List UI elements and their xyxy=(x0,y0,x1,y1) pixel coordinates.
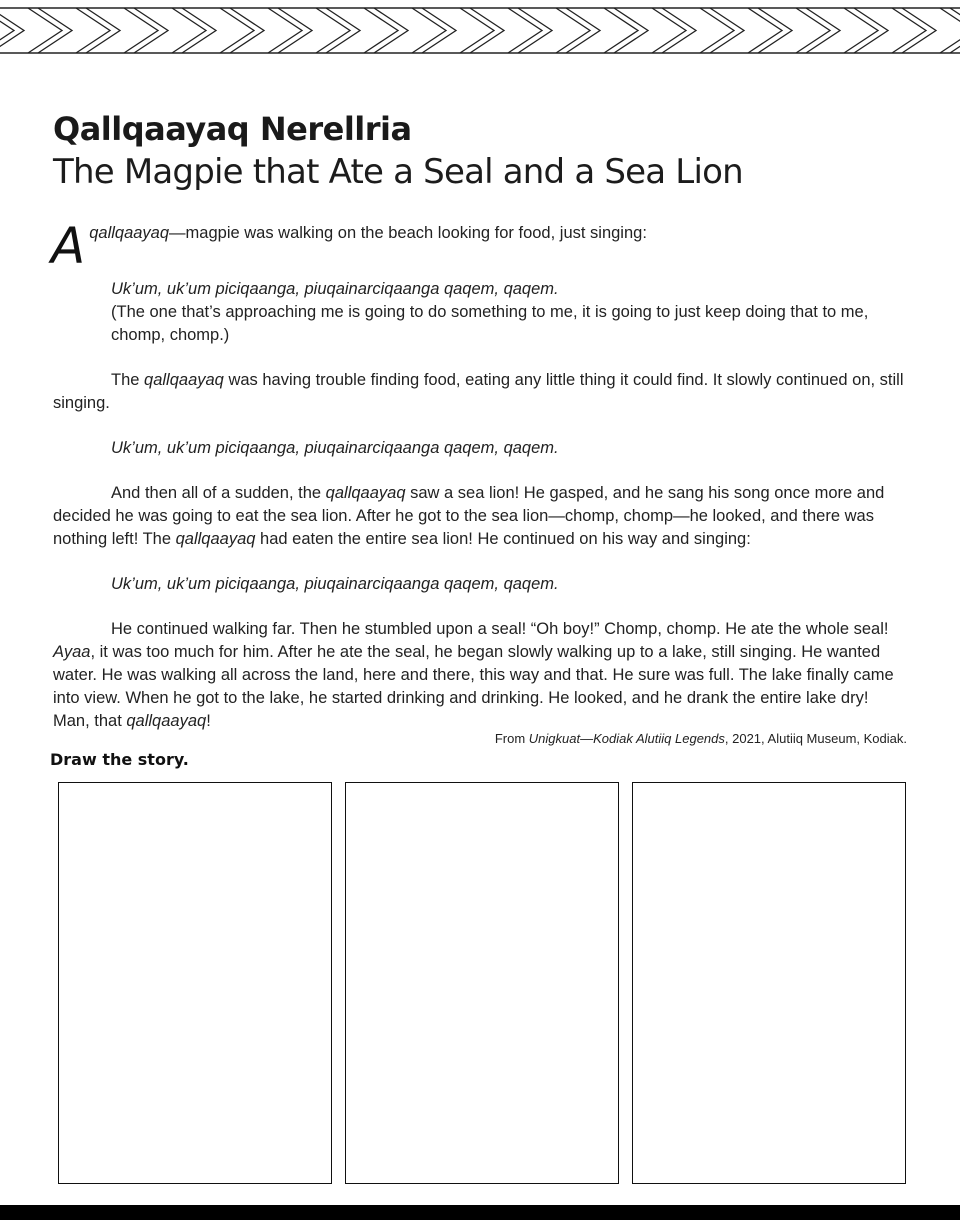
term-qallqaayaq: qallqaayaq xyxy=(89,224,170,242)
title-block xyxy=(53,108,913,194)
paragraph-2: The qallqaayaq was having trouble finding food, eating any little thing it could find. It slowly continued on, still singing. xyxy=(53,371,904,412)
paragraph-4: He continued walking far. Then he stumbled upon a seal! “Oh boy!” Chomp, chomp. He ate the whole seal! Ayaa, it was too much for him. After he ate the seal, he began slowly walking up to a lake, still singing. He wanted water. He was walking all across the land, here and there, this way and that. He sure was full. The lake finally came into view. When he got to the lake, he started drinking and drinking. He looked, and he drank the entire lake dry! Man, that qallqaayaq! xyxy=(53,620,894,730)
page-title-english: The Magpie that Ate a Seal and a Sea Lion xyxy=(53,152,743,192)
song-verse-3: Uk’um, uk’um piciqaanga, piuqainarciqaanga qaqem, qaqem. xyxy=(111,575,559,593)
chevron-border-decoration xyxy=(0,0,960,58)
bottom-bar xyxy=(0,1205,960,1220)
paragraph-3: And then all of a sudden, the qallqaayaq saw a sea lion! He gasped, and he sang his song once more and decided he was going to eat the sea lion. After he got to the sea lion—chomp, chomp—he looked, and there was nothing left! The qallqaayaq had eaten the entire sea lion! He continued on his way and singing: xyxy=(53,484,885,548)
page-title-native: Qallqaayaq Nerellria xyxy=(53,110,412,148)
drawing-panel-1[interactable] xyxy=(58,782,332,1184)
story-text xyxy=(51,217,906,733)
story-intro: Aqallqaayaq—magpie was walking on the beach looking for food, just singing: xyxy=(51,217,647,275)
drawing-panel-3[interactable] xyxy=(632,782,906,1184)
draw-instruction: Draw the story. xyxy=(50,750,189,769)
song-translation: (The one that’s approaching me is going to do something to me, it is going to just keep doing that to me, chomp, chomp.) xyxy=(111,303,869,344)
song-verse-2: Uk’um, uk’um piciqaanga, piuqainarciqaanga qaqem, qaqem. xyxy=(111,439,559,457)
source-citation: From Unigkuat—Kodiak Alutiiq Legends, 2021, Alutiiq Museum, Kodiak. xyxy=(494,731,907,746)
song-line: Uk’um, uk’um piciqaanga, piuqainarciqaanga qaqem, qaqem. xyxy=(111,280,559,298)
song-verse xyxy=(53,278,906,347)
drawing-panel-2[interactable] xyxy=(345,782,619,1184)
drop-cap: A xyxy=(51,217,86,275)
